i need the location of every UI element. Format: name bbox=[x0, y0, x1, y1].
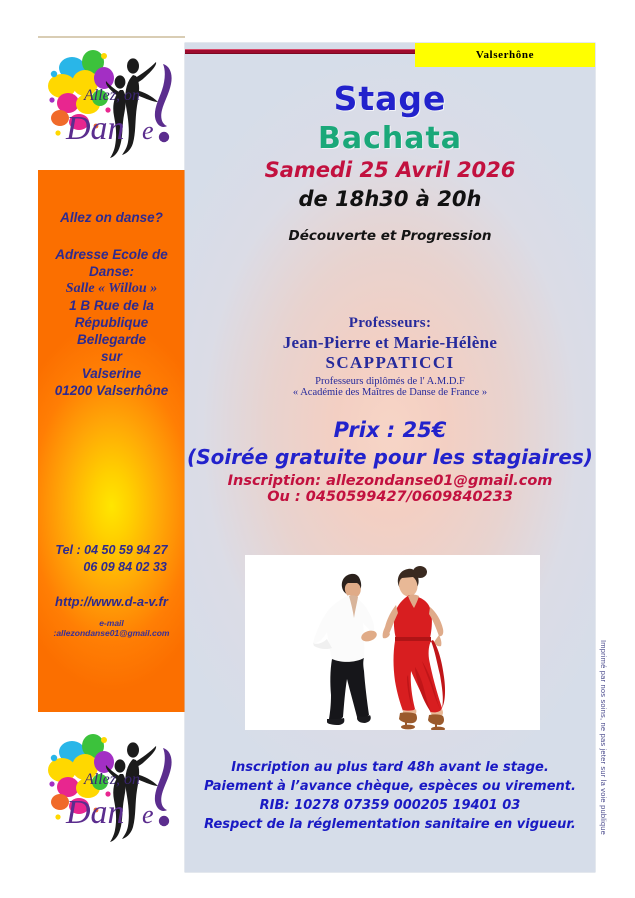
logo-top bbox=[38, 36, 185, 166]
price-free-note: (Soirée gratuite pour les stagiaires) bbox=[187, 445, 593, 469]
logo-bottom bbox=[38, 718, 185, 854]
inscription-phones[interactable]: Ou : 0450599427/0609840233 bbox=[267, 489, 513, 505]
svg-text:e: e bbox=[142, 116, 154, 145]
footer-line-3-rib: RIB: 10278 07359 000205 19401 03 bbox=[259, 798, 521, 813]
school-info-panel bbox=[38, 170, 185, 712]
venue-name: Salle « Willou » bbox=[65, 281, 158, 296]
professors-surname: SCAPPATICCI bbox=[325, 353, 455, 372]
header-divider-line bbox=[185, 49, 415, 54]
professors-diploma: Professeurs diplômés de l' A.M.D.F bbox=[315, 376, 465, 387]
svg-text:e: e bbox=[142, 800, 154, 829]
phone-number-1: 04 50 59 94 27 bbox=[84, 543, 168, 557]
professors-label: Professeurs: bbox=[348, 315, 432, 331]
email-link[interactable]: e-mail :allezondanse01@gmail.com bbox=[53, 618, 170, 638]
allez-on-danse-logo-icon bbox=[38, 38, 185, 166]
event-time: de 18h30 à 20h bbox=[298, 187, 482, 211]
town-line3: Valserine bbox=[81, 366, 142, 381]
price-amount: Prix : 25€ bbox=[333, 418, 447, 442]
poster-title-bachata: Bachata bbox=[317, 121, 463, 156]
svg-text:Allez, on: Allez, on bbox=[84, 87, 140, 104]
phone-number-2: 06 09 84 02 33 bbox=[83, 560, 167, 574]
street-line2: République bbox=[74, 315, 149, 330]
left-sidebar-column bbox=[38, 36, 185, 854]
event-date: Samedi 25 Avril 2026 bbox=[264, 158, 516, 182]
school-name: Allez on danse? bbox=[60, 210, 163, 225]
professors-names: Jean-Pierre et Marie-Hélène bbox=[282, 333, 498, 352]
footer-notes bbox=[185, 758, 595, 834]
website-link[interactable]: http://www.d-a-v.fr bbox=[55, 594, 168, 609]
town-line1: Bellegarde bbox=[76, 332, 147, 347]
school-address bbox=[42, 246, 181, 399]
dancers-photo bbox=[245, 555, 540, 730]
price-block bbox=[185, 418, 595, 505]
professors-academy: « Académie des Maîtres de Danse de France » bbox=[292, 387, 488, 398]
print-legal-note: Imprimé par nos soins, ne pas jeter sur la voie publique bbox=[599, 640, 608, 836]
inscription-email[interactable]: Inscription: allezondanse01@gmail.com bbox=[227, 473, 553, 489]
postal-code-city: 01200 Valserhône bbox=[54, 383, 169, 398]
phone-block bbox=[42, 542, 181, 576]
poster-title-stage: Stage bbox=[333, 79, 447, 118]
allez-on-danse-logo-icon-bottom bbox=[38, 718, 185, 854]
main-poster-panel bbox=[185, 43, 595, 872]
phone-label: Tel : bbox=[55, 543, 81, 557]
event-subtitle: Découverte et Progression bbox=[288, 228, 492, 244]
street-line1: 1 B Rue de la bbox=[69, 298, 154, 313]
town-line2: sur bbox=[100, 349, 122, 364]
svg-text:Dan: Dan bbox=[66, 794, 125, 831]
footer-line-2: Paiement à l’avance chèque, espèces ou virement. bbox=[204, 779, 576, 794]
address-label-line1: Adresse Ecole de bbox=[55, 247, 168, 262]
svg-text:Dan: Dan bbox=[66, 110, 125, 147]
professors-block bbox=[185, 315, 595, 398]
footer-line-4: Respect de la réglementation sanitaire en vigueur. bbox=[204, 817, 576, 832]
address-label-line2: Danse: bbox=[88, 264, 134, 279]
footer-line-1: Inscription au plus tard 48h avant le stage. bbox=[231, 760, 549, 775]
location-banner: Valserhône bbox=[415, 43, 595, 67]
svg-text:Allez, on: Allez, on bbox=[84, 771, 140, 788]
